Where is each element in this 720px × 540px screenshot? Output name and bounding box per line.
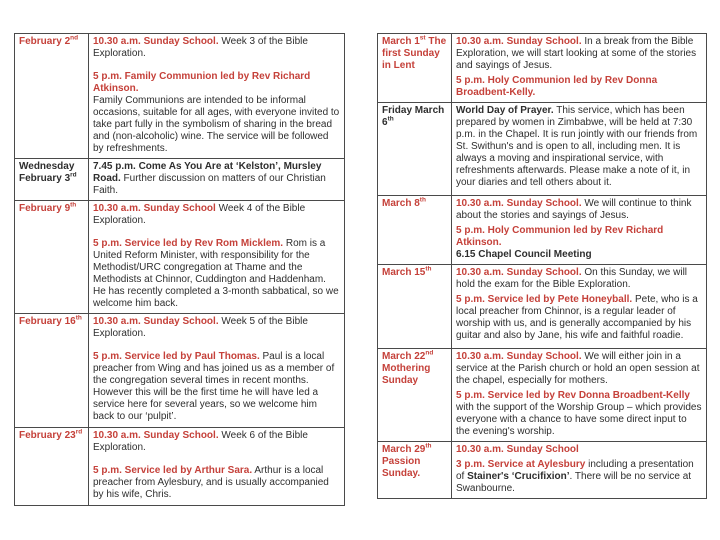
text-segment: th bbox=[70, 201, 77, 209]
text-segment: 5 p.m. Service led by Rev Rom Micklem. bbox=[93, 238, 284, 249]
paragraph bbox=[456, 36, 702, 72]
table-row bbox=[378, 349, 706, 442]
table-row bbox=[378, 103, 706, 196]
content-cell bbox=[89, 34, 344, 158]
text-segment: We will either join in a service at the Parish church or hold an open session at the chapel, especially for mothers. bbox=[456, 351, 700, 386]
date-cell bbox=[378, 103, 452, 195]
paragraph bbox=[456, 198, 702, 222]
content-cell bbox=[452, 442, 706, 498]
text-segment: 10.30 a.m. Sunday School bbox=[456, 444, 579, 455]
text-segment: Arthur is a local preacher from Aylesbury, and is usually accompanied by his wife, Chris. bbox=[93, 465, 329, 500]
paragraph bbox=[456, 249, 702, 261]
paragraph bbox=[93, 351, 340, 423]
text-segment: Wednesday February 3 bbox=[19, 161, 75, 184]
text-segment: 10.30 a.m. Sunday School. bbox=[93, 316, 219, 327]
content-cell bbox=[89, 314, 344, 427]
text-segment: Week 3 of the Bible Exploration. bbox=[93, 36, 308, 59]
content-cell bbox=[89, 159, 344, 200]
date-cell bbox=[378, 442, 452, 498]
text-segment: nd bbox=[70, 34, 79, 42]
text-segment: February 2 bbox=[19, 36, 71, 47]
date-cell bbox=[15, 314, 89, 427]
text-segment: 5 p.m. Holy Communion led by Rev Donna Broadbent-Kelly. bbox=[456, 75, 658, 98]
text-segment: rd bbox=[70, 171, 77, 179]
text-segment: 10.30 a.m. Sunday School. bbox=[456, 198, 582, 209]
text-segment: 10.30 a.m. Sunday School. bbox=[456, 267, 582, 278]
text-segment: 5 p.m. Service led by Pete Honeyball. bbox=[456, 294, 633, 305]
paragraph bbox=[93, 36, 340, 60]
text-segment: This service, which has been prepared by women in Zimbabwe, will be held at 7:30 p.m. in the Chapel. It is run jointly with our friends from St. Swithun's and is open to all, including men. It is always a moving and inspirational service, with refreshments afterwards. Please make a note of it, in your diaries and tell others about it. bbox=[456, 105, 698, 188]
text-segment: th bbox=[419, 196, 426, 204]
text-segment: On this Sunday, we will hold the exam for the Bible Exploration. bbox=[456, 267, 688, 290]
march-schedule-table bbox=[377, 33, 707, 499]
paragraph bbox=[456, 75, 702, 99]
text-segment: th bbox=[425, 442, 432, 450]
date-cell bbox=[15, 201, 89, 313]
table-row bbox=[378, 265, 706, 349]
text-segment: 5 p.m. Family Communion led by Rev Richard Atkinson. bbox=[93, 71, 311, 94]
text-segment: March 22 bbox=[382, 351, 426, 362]
content-cell bbox=[452, 349, 706, 441]
text-segment: March 15 bbox=[382, 267, 426, 278]
text-segment: 7.45 p.m. Come As You Are at ‘Kelston’, Mursley Road. bbox=[93, 161, 322, 184]
date-cell bbox=[15, 428, 89, 505]
paragraph bbox=[93, 203, 340, 227]
date-cell bbox=[378, 349, 452, 441]
table-row bbox=[378, 196, 706, 265]
paragraph bbox=[456, 390, 702, 438]
content-cell bbox=[89, 201, 344, 313]
text-segment: Mothering Sunday bbox=[382, 363, 431, 386]
content-cell bbox=[452, 103, 706, 195]
text-segment: The first Sunday in Lent bbox=[382, 36, 447, 71]
text-segment: including a presentation of bbox=[456, 459, 694, 482]
text-segment: 10.30 a.m. Sunday School bbox=[93, 203, 216, 214]
date-cell bbox=[378, 265, 452, 348]
paragraph bbox=[93, 161, 340, 197]
paragraph bbox=[93, 430, 340, 454]
paragraph bbox=[93, 71, 340, 95]
date-cell bbox=[378, 34, 452, 102]
text-segment: Further discussion on matters of our Christian Faith. bbox=[93, 173, 326, 196]
text-segment: 10.30 a.m. Sunday School. bbox=[93, 430, 219, 441]
text-segment: Passion Sunday. bbox=[382, 456, 421, 479]
paragraph bbox=[456, 105, 702, 189]
paragraph bbox=[456, 225, 702, 249]
paragraph bbox=[456, 444, 702, 456]
date-cell bbox=[378, 196, 452, 264]
text-segment: Pete, who is a local preacher from Chinnor, is a regular leader of worship with us, and is generally accompanied by his guitar and also by Jane, his wife and faithful roadie. bbox=[456, 294, 698, 341]
text-segment: 6.15 Chapel Council Meeting bbox=[456, 249, 592, 260]
text-segment: February 9 bbox=[19, 203, 71, 214]
table-row bbox=[378, 34, 706, 103]
text-segment: February 16 bbox=[19, 316, 76, 327]
text-segment: Week 5 of the Bible Exploration. bbox=[93, 316, 308, 339]
table-row bbox=[15, 428, 344, 505]
text-segment: Week 4 of the Bible Exploration. bbox=[93, 203, 306, 226]
text-segment: March 8 bbox=[382, 198, 420, 209]
paragraph bbox=[93, 238, 340, 310]
paragraph bbox=[456, 267, 702, 291]
text-segment: 10.30 a.m. Sunday School. bbox=[456, 351, 582, 362]
text-segment: 10.30 a.m. Sunday School. bbox=[456, 36, 582, 47]
paragraph bbox=[456, 351, 702, 387]
table-row bbox=[15, 34, 344, 159]
date-cell bbox=[15, 34, 89, 158]
content-cell bbox=[89, 428, 344, 505]
february-schedule-table bbox=[14, 33, 345, 506]
text-segment: March 29 bbox=[382, 444, 426, 455]
content-cell bbox=[452, 265, 706, 348]
text-segment: Family Communions are intended to be informal occasions, suitable for all ages, with everyone invited to take part fully in the symbolism of sharing in the bread and (non-alcoholic) wine. The service will be followed by refreshments. bbox=[93, 95, 340, 154]
content-cell bbox=[452, 196, 706, 264]
text-segment: Paul is a local preacher from Wing and has joined us as a member of the congregation several times in recent months. However this will be the first time he will have led a service here for several years, so we welcome him back to our ‘pulpit’. bbox=[93, 351, 335, 422]
text-segment: th bbox=[75, 314, 82, 322]
text-segment: In a break from the Bible Exploration, we will start looking at some of the stories and sayings of Jesus. bbox=[456, 36, 697, 71]
text-segment: February 23 bbox=[19, 430, 76, 441]
text-segment: rd bbox=[75, 428, 83, 436]
text-segment: 10.30 a.m. Sunday School. bbox=[93, 36, 219, 47]
paragraph bbox=[93, 465, 340, 501]
text-segment: World Day of Prayer. bbox=[456, 105, 554, 116]
text-segment: 3 p.m. Service at Aylesbury bbox=[456, 459, 586, 470]
content-cell bbox=[452, 34, 706, 102]
text-segment: 5 p.m. Holy Communion led by Rev Richard Atkinson. bbox=[456, 225, 664, 248]
text-segment: Stainer's ‘Crucifixion’ bbox=[467, 471, 570, 482]
date-cell bbox=[15, 159, 89, 200]
paragraph bbox=[456, 294, 702, 342]
paragraph bbox=[456, 459, 702, 495]
text-segment: th bbox=[425, 265, 432, 273]
text-segment: 5 p.m. Service led by Paul Thomas. bbox=[93, 351, 260, 362]
text-segment: March 1 bbox=[382, 36, 420, 47]
table-row bbox=[15, 159, 344, 201]
text-segment: We will continue to think about the stories and sayings of Jesus. bbox=[456, 198, 692, 221]
text-segment: st bbox=[419, 34, 426, 42]
text-segment: 5 p.m. Service led by Rev Donna Broadbent-Kelly bbox=[456, 390, 690, 401]
table-row bbox=[15, 201, 344, 314]
text-segment: Week 6 of the Bible Exploration. bbox=[93, 430, 308, 453]
text-segment: Friday March 6 bbox=[382, 105, 445, 128]
table-row bbox=[378, 442, 706, 498]
text-segment: Rom is a United Reform Minister, with responsibility for the Methodist/URC congregation at Thame and the Methodists at Chinnor, Cuddington and Haddenham. He has recently completed a 3-month sabbatical, so we welcome him back. bbox=[93, 238, 339, 309]
paragraph bbox=[93, 316, 340, 340]
text-segment: th bbox=[387, 115, 394, 123]
table-row bbox=[15, 314, 344, 428]
text-segment: with the support of the Worship Group – which provides everyone with a chance to have some direct input to the evening's worship. bbox=[456, 402, 702, 437]
text-segment: 5 p.m. Service led by Arthur Sara. bbox=[93, 465, 253, 476]
paragraph bbox=[93, 95, 340, 155]
text-segment: . There will be no service at Swanbourne. bbox=[456, 471, 692, 494]
text-segment: nd bbox=[425, 349, 434, 357]
